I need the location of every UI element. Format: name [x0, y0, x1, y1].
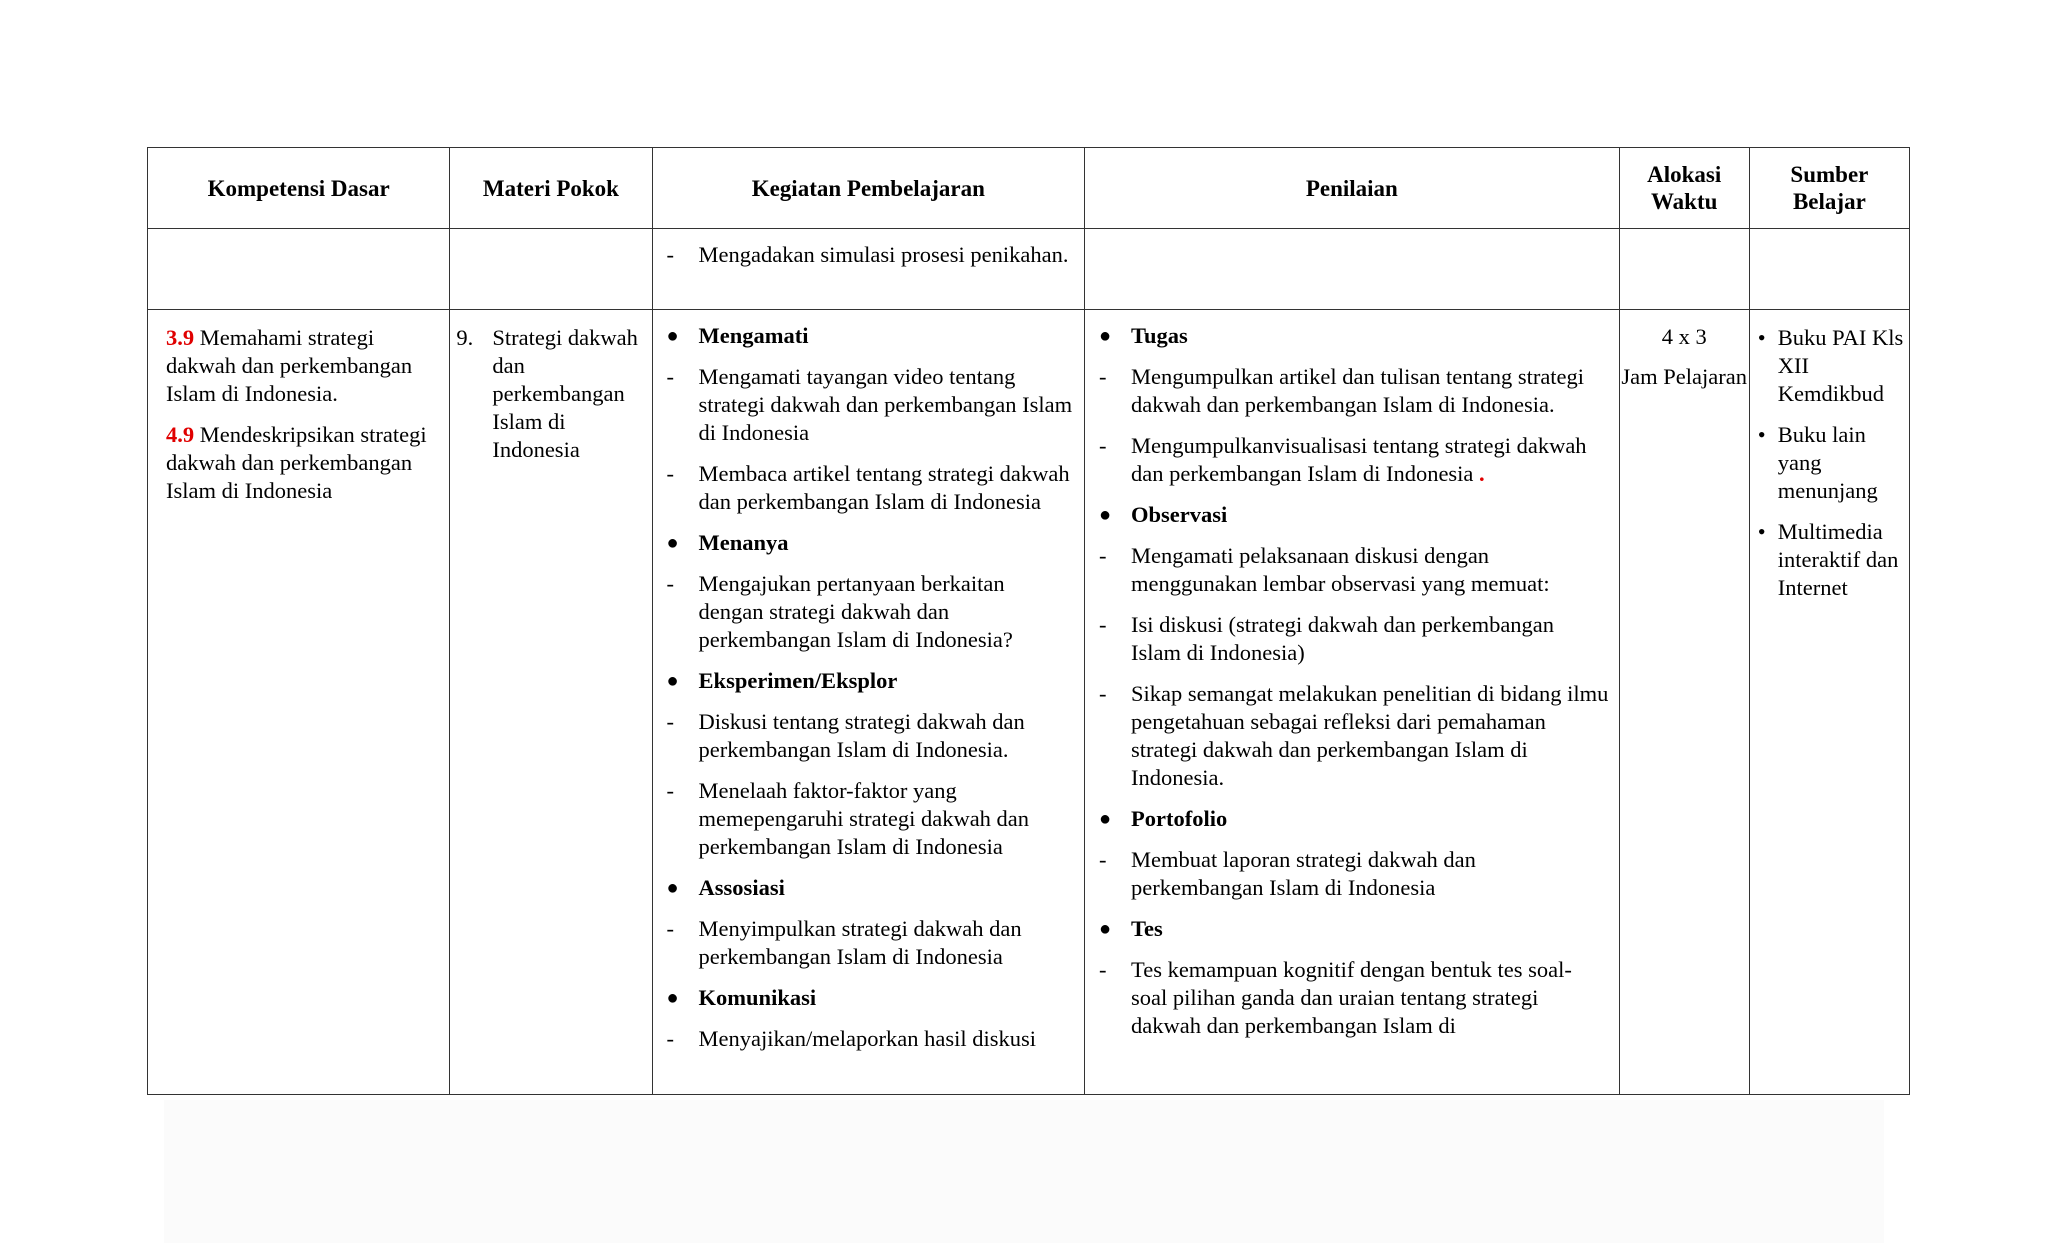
- list-item-content: Tes kemampuan kognitif dengan bentuk tes soal- soal pilihan ganda dan uraian tentang strategi dakwah dan perkembangan Islam di: [1131, 957, 1572, 1038]
- header-penilaian: Penilaian: [1085, 148, 1620, 229]
- sumber-text: Buku PAI Kls XII Kemdikbud: [1777, 325, 1904, 406]
- list-item-text: [1131, 680, 1609, 792]
- bullet-icon: ●: [666, 325, 679, 347]
- list-item-content: Menelaah faktor-faktor yang memepengaruhi strategi dakwah dan perkembangan Islam di Indonesia: [698, 778, 1030, 859]
- list-item-text: [1131, 363, 1609, 419]
- bullet-icon: •: [1757, 325, 1766, 350]
- dash-marker: -: [666, 242, 675, 267]
- section-heading: [1095, 322, 1609, 350]
- list-item-content: Isi diskusi (strategi dakwah dan perkembangan Islam di Indonesia): [1131, 612, 1555, 665]
- list-item-text: [1131, 542, 1609, 598]
- cell-sumber-empty: [1749, 229, 1909, 310]
- cell-sumber-belajar: [1749, 310, 1909, 1095]
- kegiatan-list: [653, 310, 1084, 1053]
- dash-marker: -: [666, 571, 675, 596]
- list-item-text: [699, 1025, 1036, 1053]
- cell-materi-empty: [450, 229, 652, 310]
- cell-kegiatan: [652, 229, 1084, 310]
- list-item-text: [699, 708, 1074, 764]
- header-alokasi-line2: Waktu: [1650, 189, 1718, 214]
- header-kegiatan-pembelajaran: Kegiatan Pembelajaran: [652, 148, 1084, 229]
- section-heading: [1095, 915, 1609, 943]
- list-item: [1095, 956, 1609, 1040]
- section-heading: [663, 322, 1074, 350]
- penilaian-list: [1085, 310, 1619, 1040]
- list-item: [1095, 680, 1609, 792]
- section-heading: [663, 984, 1074, 1012]
- kd-item: [166, 324, 441, 408]
- cell-materi-pokok: [450, 310, 652, 1095]
- dash-marker: -: [666, 778, 675, 803]
- bullet-icon: ●: [1099, 325, 1112, 347]
- cell-kompetensi-dasar: [148, 310, 450, 1095]
- dash-marker: -: [666, 916, 675, 941]
- header-sumber-line1: Sumber: [1790, 162, 1869, 187]
- bullet-icon: ●: [1099, 808, 1112, 830]
- list-item: [1758, 421, 1905, 505]
- list-item: [1758, 518, 1905, 602]
- list-item: [663, 1025, 1074, 1053]
- bullet-icon: ●: [666, 877, 679, 899]
- section-heading-text: Tugas: [1131, 323, 1188, 348]
- list-item: [663, 570, 1074, 654]
- list-item-content: Sikap semangat melakukan penelitian di bidang ilmu pengetahuan sebagai refleksi dari pemahaman strategi dakwah dan perkembangan Islam di Indonesia.: [1131, 681, 1609, 790]
- dash-marker: -: [666, 709, 675, 734]
- header-kompetensi-dasar: Kompetensi Dasar: [148, 148, 450, 229]
- header-sumber-line2: Belajar: [1792, 189, 1866, 214]
- list-item-text: [1131, 846, 1609, 902]
- section-heading-text: Tes: [1131, 916, 1163, 941]
- syllabus-table: [147, 147, 1910, 1095]
- list-item-content: Mengamati pelaksanaan diskusi dengan menggunakan lembar observasi yang memuat:: [1131, 543, 1550, 596]
- dash-marker: -: [1099, 681, 1107, 706]
- list-item-text: [699, 570, 1074, 654]
- section-heading: [1095, 501, 1609, 529]
- list-item-text: [1131, 611, 1609, 667]
- alokasi-unit: Jam Pelajaran: [1621, 364, 1747, 389]
- dash-marker: -: [1099, 847, 1107, 872]
- section-heading-text: Observasi: [1131, 502, 1228, 527]
- kd-text: Memahami strategi dakwah dan perkembangan Islam di Indonesia.: [166, 325, 413, 406]
- list-item-text: [699, 915, 1074, 971]
- sumber-list: [1750, 310, 1909, 602]
- list-item: [663, 915, 1074, 971]
- table-row: [148, 229, 1910, 310]
- cell-kd-empty: [148, 229, 450, 310]
- bullet-icon: ●: [1099, 504, 1112, 526]
- cell-alokasi-empty: [1619, 229, 1749, 310]
- header-materi-pokok: Materi Pokok: [450, 148, 652, 229]
- list-item-text: [1131, 432, 1609, 488]
- kd-text: Mendeskripsikan strategi dakwah dan perkembangan Islam di Indonesia: [166, 422, 427, 503]
- dash-marker: -: [666, 1026, 675, 1051]
- list-item: [663, 777, 1074, 861]
- list-item: [1095, 542, 1609, 598]
- list-item-content: Membaca artikel tentang strategi dakwah dan perkembangan Islam di Indonesia: [698, 461, 1070, 514]
- section-heading-text: Mengamati: [698, 323, 809, 348]
- header-sumber-belajar: [1749, 148, 1909, 229]
- section-heading: [663, 667, 1074, 695]
- bullet-icon: ●: [1099, 918, 1112, 940]
- list-item-content: Mengumpulkanvisualisasi tentang strategi dakwah dan perkembangan Islam di Indonesia: [1131, 433, 1587, 486]
- materi-text: Strategi dakwah dan perkembangan Islam di Indonesia: [492, 325, 638, 462]
- list-item-text: Mengadakan simulasi prosesi penikahan.: [698, 242, 1069, 267]
- list-item-content: Membuat laporan strategi dakwah dan perkembangan Islam di Indonesia: [1131, 847, 1476, 900]
- list-item-content: Mengumpulkan artikel dan tulisan tentang strategi dakwah dan perkembangan Islam di Indonesia.: [1131, 364, 1585, 417]
- cell-penilaian: [1085, 310, 1620, 1095]
- list-item: [1095, 363, 1609, 419]
- dash-marker: -: [1099, 612, 1107, 637]
- bullet-icon: ●: [666, 670, 679, 692]
- header-alokasi-waktu: [1619, 148, 1749, 229]
- list-item-text: [699, 777, 1074, 861]
- list-item: [1095, 611, 1609, 667]
- alokasi-value: 4 x 3: [1661, 324, 1707, 349]
- list-item: [663, 460, 1074, 516]
- dash-marker: -: [666, 461, 675, 486]
- list-item: [663, 241, 1074, 269]
- page-footer-shade: [164, 1100, 1884, 1243]
- dash-marker: -: [1099, 364, 1107, 389]
- kd-code: 4.9: [166, 422, 195, 447]
- dash-marker: -: [1099, 543, 1107, 568]
- dash-marker: -: [1099, 957, 1107, 982]
- kd-item: [166, 421, 441, 505]
- section-heading-text: Menanya: [698, 530, 789, 555]
- cell-alokasi-waktu: [1619, 310, 1749, 1095]
- section-heading-text: Komunikasi: [698, 985, 817, 1010]
- list-item-content: Diskusi tentang strategi dakwah dan perkembangan Islam di Indonesia.: [698, 709, 1025, 762]
- list-item: [1095, 432, 1609, 488]
- list-item: [663, 363, 1074, 447]
- cell-penilaian-empty: [1085, 229, 1620, 310]
- list-item-content: Mengajukan pertanyaan berkaitan dengan strategi dakwah dan perkembangan Islam di Indonesia?: [698, 571, 1013, 652]
- bullet-icon: •: [1757, 519, 1766, 544]
- bullet-icon: ●: [666, 987, 679, 1009]
- header-alokasi-line1: Alokasi: [1647, 162, 1722, 187]
- list-item: [1095, 846, 1609, 902]
- list-item-text: [699, 363, 1074, 447]
- section-heading: [1095, 805, 1609, 833]
- sumber-text: Multimedia interaktif dan Internet: [1777, 519, 1899, 600]
- table-row: [148, 310, 1910, 1095]
- header-row: [148, 148, 1910, 229]
- list-item: [663, 708, 1074, 764]
- section-heading-text: Eksperimen/Eksplor: [698, 668, 898, 693]
- materi-number: 9.: [456, 325, 474, 350]
- list-item-text: [1131, 956, 1609, 1040]
- list-item-content: Menyimpulkan strategi dakwah dan perkembangan Islam di Indonesia: [698, 916, 1022, 969]
- section-heading: [663, 529, 1074, 557]
- bullet-icon: •: [1757, 422, 1766, 447]
- list-item-text: [699, 460, 1074, 516]
- kd-code: 3.9: [166, 325, 195, 350]
- dash-marker: -: [1099, 433, 1107, 458]
- section-heading-text: Portofolio: [1131, 806, 1228, 831]
- list-item-content: Mengamati tayangan video tentang strategi dakwah dan perkembangan Islam di Indonesia: [698, 364, 1073, 445]
- section-heading-text: Assosiasi: [698, 875, 785, 900]
- sumber-text: Buku lain yang menunjang: [1777, 422, 1878, 503]
- bullet-icon: ●: [666, 532, 679, 554]
- section-heading: [663, 874, 1074, 902]
- list-item: [1758, 324, 1905, 408]
- red-dot-mark: .: [1479, 461, 1485, 486]
- list-item-content: Menyajikan/melaporkan hasil diskusi: [698, 1026, 1036, 1051]
- cell-kegiatan-pembelajaran: [652, 310, 1084, 1095]
- dash-marker: -: [666, 364, 675, 389]
